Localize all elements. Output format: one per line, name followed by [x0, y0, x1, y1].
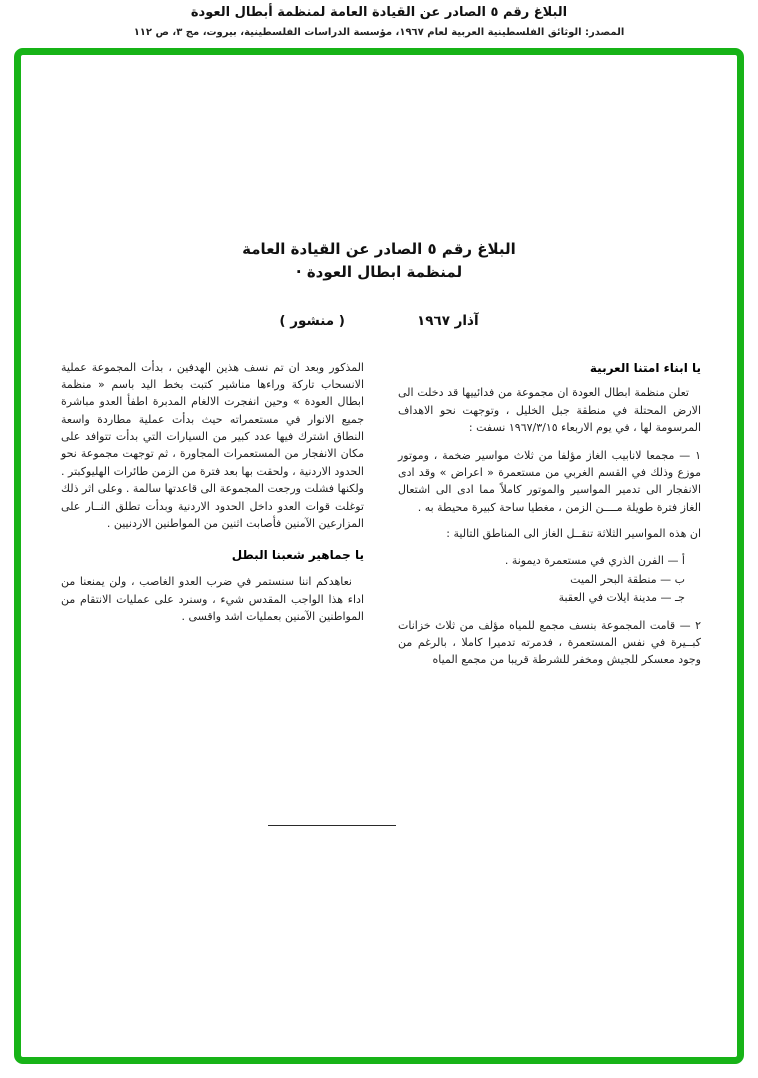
bottom-divider-rule	[268, 825, 396, 826]
green-border-frame	[14, 48, 744, 1064]
publication-note: ( منشور )	[279, 312, 345, 329]
left-column-heading: يا جماهير شعبنا البطل	[231, 548, 364, 563]
closing-paragraph: نعاهدكم اننا سنستمر في ضرب العدو الغاصب ، ولن يمنعنا من اداء هذا الواجب المقدس شيء ، وسنرد على عمليات الانتقام من المواطنين الآمنين بعمليات اشد واقسى .	[61, 575, 364, 623]
sub-item-b: ب — منطقة البحر الميت	[570, 572, 685, 586]
page-header	[0, 5, 758, 38]
document-date: آذار ١٩٦٧	[416, 312, 479, 329]
list-item-1: ١ — مجمعا لانابيب الغاز مؤلفا من ثلاث مواسير ضخمة ، وموتور موزع وذلك في القسم الغربي من مستعمرة « اعراض » وقد ادى الانفجار الى تدمير المواسير والموتور كاملاً مما ادى الى اشتعال الغاز فترة طويلة مــــن الزمن ، مغطيا ساحة كبيرة محيطة به .	[398, 448, 701, 514]
intro-paragraph: تعلن منظمة ابطال العودة ان مجموعة من فدائييها قد دخلت الى الارض المحتلة في منطقة جبل الخليل ، وتوجهت نحو الاهداف المرسومة لها ، في يوم الاربعاء ١٩٦٧/٣/١٥ نسفت :	[398, 386, 701, 435]
document-title-line2: لمنظمة ابطال العودة ·	[295, 263, 463, 282]
date-row	[21, 313, 737, 329]
right-column-heading: يا ابناء امتنا العربية	[589, 360, 701, 375]
list-item-1-note: ان هذه المواسير الثلاثة تنقــل الغاز الى المناطق التالية :	[446, 527, 701, 541]
sub-item-list	[398, 552, 701, 606]
sub-item-a: أ — الفرن الذري في مستعمرة ديمونة .	[504, 554, 685, 568]
header-title: البلاغ رقم ٥ الصادر عن القيادة العامة لمنظمة أبطال العودة	[190, 5, 568, 20]
document-body	[21, 359, 737, 678]
continuation-paragraph: المذكور وبعد ان تم نسف هذين الهدفين ، بدأت المجموعة عملية الانسحاب تاركة وراءها مناشير كتبت بخط اليد باسم « منظمة ابطال العودة » وحين انفجرت الالغام المدبرة اطفأ العدو مباشرة جميع الانوار في مستعمراته حيث بدأت عملية مطاردة واسعة النطاق اشترك فيها عدد كبير من السيارات التي بدأت تتوافد على مكان الانفجار من المستعمرات المجاورة ، ثم توجهت مجموعة نحو الحدود الاردنية ، ولحقت بها بعد فترة من الزمن طائرات الهليوكبتر . ولكنها فشلت ورجعت المجموعة الى قاعدتها سالمة . وعلى اثر ذلك توغلت قوات العدو داخل الحدود الاردنية وبدأت تطلق النــار على المزارعين الآمنين فأصابت اثنين من المواطنين الاردنيين .	[61, 360, 364, 530]
list-item-2: ٢ — قامت المجموعة بنسف مجمع للمياه مؤلف من ثلاث خزانات كبــيرة في نفس المستعمرة ، فدمرته تدميرا كاملا ، بالرغم من وجود معسكر للجيش ومخفر للشرطة قريبا من مجمع المياه	[398, 618, 701, 667]
document-title	[21, 238, 737, 285]
sub-item-c: جـ — مدينة ايلات في العقبة	[558, 591, 685, 605]
left-column	[61, 359, 364, 678]
header-source-citation: المصدر: الوثائق الفلسطينية العربية لعام ١٩٦٧، مؤسسة الدراسات الفلسطينية، بيروت، مج ٣، ص ١١٢	[133, 27, 625, 38]
right-column	[398, 359, 701, 678]
document-title-line1: البلاغ رقم ٥ الصادر عن القيادة العامة	[242, 240, 516, 258]
